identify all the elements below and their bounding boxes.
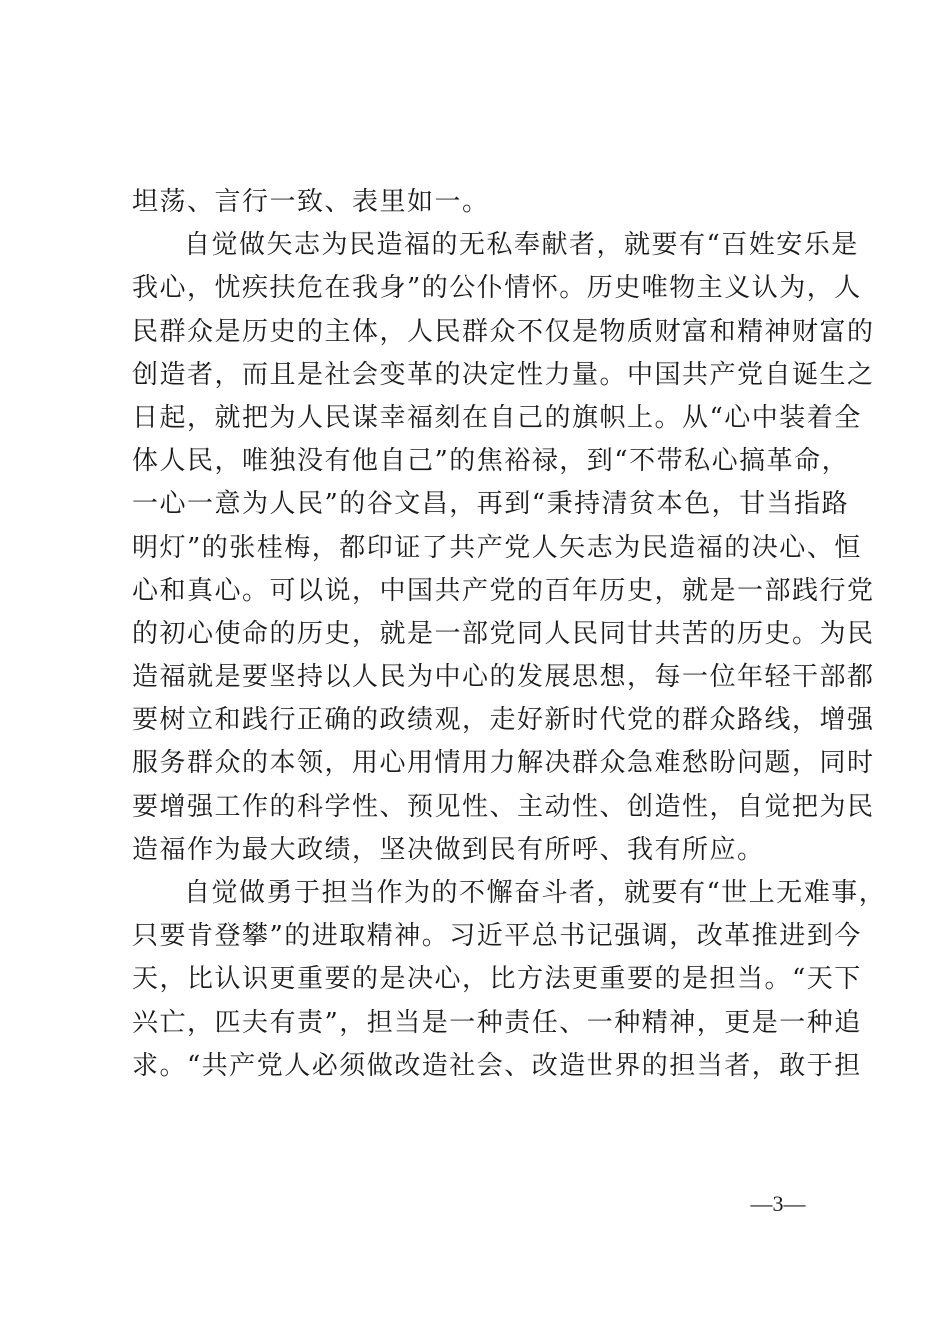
- text-line: 求。“共产党人必须做改造社会、改造世界的担当者，敢于担: [132, 1050, 862, 1081]
- text-line: 明灯”的张桂梅，都印证了共产党人矢志为民造福的决心、恒: [132, 532, 862, 563]
- text-line: 兴亡，匹夫有责”，担当是一种责任、一种精神，更是一种追: [132, 1007, 862, 1038]
- text-line: 民群众是历史的主体，人民群众不仅是物质财富和精神财富的: [132, 316, 875, 347]
- text-line: 自觉做勇于担当作为的不懈奋斗者，就要有“世上无难事，: [184, 878, 887, 908]
- text-line: 的初心使命的历史，就是一部党同人民同甘共苦的历史。为民: [132, 618, 875, 649]
- text-line: 体人民，唯独没有他自己”的焦裕禄，到“不带私心搞革命，: [132, 446, 850, 477]
- text-line: 造福作为最大政绩，坚决做到民有所呼、我有所应。: [132, 834, 765, 865]
- text-line: 造福就是要坚持以人民为中心的发展思想，每一位年轻干部都: [132, 662, 875, 693]
- text-line: 服务群众的本领，用心用情用力解决群众急难愁盼问题，同时: [132, 748, 875, 779]
- body-text: [132, 181, 887, 1088]
- text-line: 创造者，而且是社会变革的决定性力量。中国共产党自诞生之: [132, 359, 875, 390]
- text-line: 要增强工作的科学性、预见性、主动性、创造性，自觉把为民: [132, 791, 875, 822]
- text-line: 只要肯登攀”的进取精神。习近平总书记强调，改革推进到今: [132, 921, 862, 952]
- text-line: 要树立和践行正确的政绩观，走好新时代党的群众路线，增强: [132, 705, 875, 736]
- text-line: 日起，就把为人民谋幸福刻在自己的旗帜上。从“心中装着全: [132, 402, 862, 433]
- text-line: 坦荡、言行一致、表里如一。: [132, 187, 490, 217]
- text-line: 一心一意为人民”的谷文昌，再到“秉持清贫本色，甘当指路: [132, 489, 850, 520]
- text-line: 我心，忧疾扶危在我身”的公仆情怀。历史唯物主义认为，人: [132, 273, 862, 304]
- text-line: 自觉做矢志为民造福的无私奉献者，就要有“百姓安乐是: [184, 230, 859, 261]
- text-line: 心和真心。可以说，中国共产党的百年历史，就是一部践行党: [132, 575, 875, 606]
- page-number: —3—: [750, 1191, 806, 1216]
- text-line: 天，比认识更重要的是决心，比方法更重要的是担当。“天下: [132, 964, 862, 995]
